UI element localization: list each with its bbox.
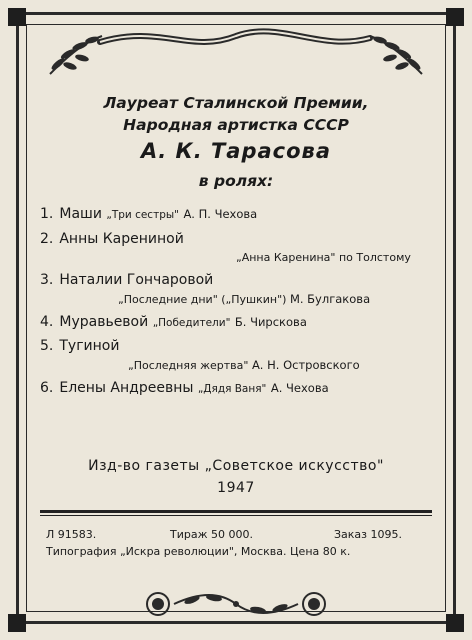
role-author: А. Н. Островского bbox=[251, 358, 360, 372]
actress-name: А. К. Тарасова bbox=[140, 139, 332, 163]
role-number: 4. bbox=[40, 314, 54, 330]
rosette-leaf-ornament-icon bbox=[130, 588, 342, 620]
role-work: „Три сестры" bbox=[106, 209, 179, 221]
divider bbox=[40, 515, 432, 516]
role-author: А. Чехова bbox=[270, 381, 329, 395]
roles-subtitle: в ролях: bbox=[198, 172, 274, 190]
corner-square-icon bbox=[446, 614, 464, 632]
role-author: по Толстому bbox=[338, 251, 411, 264]
divider bbox=[40, 510, 432, 513]
role-item bbox=[40, 338, 119, 354]
role-work-line bbox=[128, 358, 360, 372]
publication-year: 1947 bbox=[217, 480, 255, 496]
role-item bbox=[40, 206, 257, 222]
role-item bbox=[40, 380, 329, 396]
corner-square-icon bbox=[8, 8, 26, 26]
role-work: „Дядя Ваня" bbox=[197, 383, 267, 395]
role-name: Анны Карениной bbox=[59, 231, 184, 247]
laurel-ribbon-ornament-icon bbox=[40, 14, 432, 84]
role-name: Муравьевой bbox=[59, 314, 149, 330]
role-work: „Победители" bbox=[152, 317, 231, 329]
role-work-line bbox=[236, 251, 411, 264]
imprint-order: Заказ 1095. bbox=[334, 528, 403, 541]
role-number: 2. bbox=[40, 231, 54, 247]
role-work-line bbox=[118, 292, 370, 306]
role-number: 1. bbox=[40, 206, 54, 222]
role-item bbox=[40, 231, 184, 247]
imprint-print-run: Тираж 50 000. bbox=[170, 528, 253, 541]
peoples-artist-line: Народная артистка СССР bbox=[123, 116, 349, 134]
imprint-code: Л 91583. bbox=[46, 528, 97, 541]
corner-square-icon bbox=[8, 614, 26, 632]
role-author: Б. Чирскова bbox=[234, 315, 307, 329]
role-author: А. П. Чехова bbox=[183, 207, 258, 221]
laureate-line: Лауреат Сталинской Премии, bbox=[103, 94, 369, 112]
role-item bbox=[40, 314, 307, 330]
corner-square-icon bbox=[446, 8, 464, 26]
role-name: Маши bbox=[59, 206, 102, 222]
role-name: Елены Андреевны bbox=[59, 380, 194, 396]
role-number: 3. bbox=[40, 272, 54, 288]
role-author: М. Булгакова bbox=[289, 292, 371, 306]
role-name: Тугиной bbox=[59, 338, 120, 354]
imprint-printer: Типография „Искра революции", Москва. Цена 80 к. bbox=[46, 545, 351, 558]
role-work: „Последняя жертва" bbox=[128, 359, 249, 372]
role-name: Наталии Гончаровой bbox=[59, 272, 214, 288]
role-number: 6. bbox=[40, 380, 54, 396]
role-number: 5. bbox=[40, 338, 54, 354]
role-work: „Анна Каренина" bbox=[236, 251, 336, 264]
role-work: „Последние дни" („Пушкин") bbox=[118, 293, 287, 306]
role-item bbox=[40, 272, 213, 288]
publisher-line: Изд-во газеты „Советское искусство" bbox=[88, 458, 384, 474]
